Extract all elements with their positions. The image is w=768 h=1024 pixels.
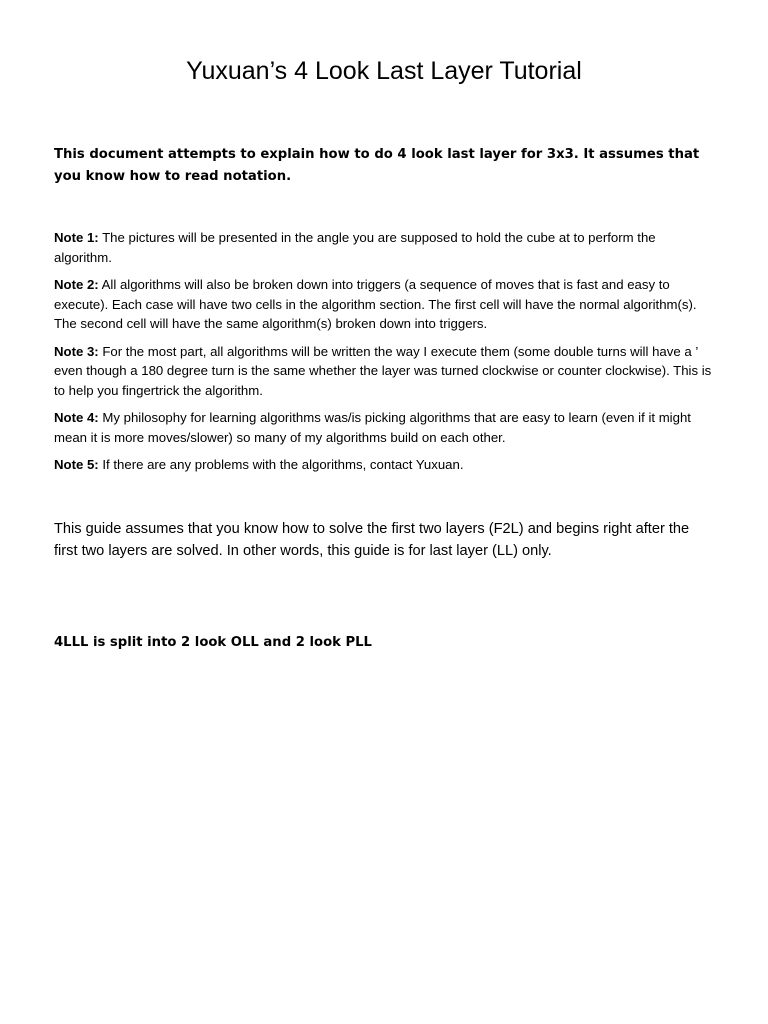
note-text: For the most part, all algorithms will be written the way I execute them (some double turns will have a ’ even though a 180 degree turn is the same whether the layer was turned clockwise or counter clockwise). This is to help you fingertrick the algorithm. [54,343,712,398]
note-text: All algorithms will also be broken down into triggers (a sequence of moves that is fast and easy to execute). Each case will have two cells in the algorithm section. The first cell will have the normal algorithm(s). The second cell will have the same algorithm(s) broken down into triggers. [54,277,697,331]
note-2 [54,275,716,334]
note-label: Note 1: [54,230,99,245]
note-text: If there are any problems with the algorithms, contact Yuxuan. [98,457,464,472]
note-label: Note 4: [54,410,99,425]
note-5 [54,455,716,475]
note-3 [54,342,716,401]
note-text: The pictures will be presented in the angle you are supposed to hold the cube at to perform the algorithm. [54,230,656,265]
note-label: Note 2: [54,277,99,292]
note-4 [54,408,716,447]
note-label: Note 5: [54,457,99,472]
note-1 [54,228,716,267]
note-label: Note 3: [54,343,99,359]
note-text: My philosophy for learning algorithms was/is picking algorithms that are easy to learn (even if it might mean it is more moves/slower) so many of my algorithms build on each other. [54,410,691,445]
notes-list [54,228,716,483]
intro-paragraph: This document attempts to explain how to do 4 look last layer for 3x3. It assumes that you know how to read notation. [54,147,700,184]
document-title: Yuxuan’s 4 Look Last Layer Tutorial [186,57,582,85]
guide-paragraph: This guide assumes that you know how to solve the first two layers (F2L) and begins right after the first two layers are solved. In other words, this guide is for last layer (LL) only. [54,521,690,559]
split-heading: 4LLL is split into 2 look OLL and 2 look PLL [54,635,372,650]
